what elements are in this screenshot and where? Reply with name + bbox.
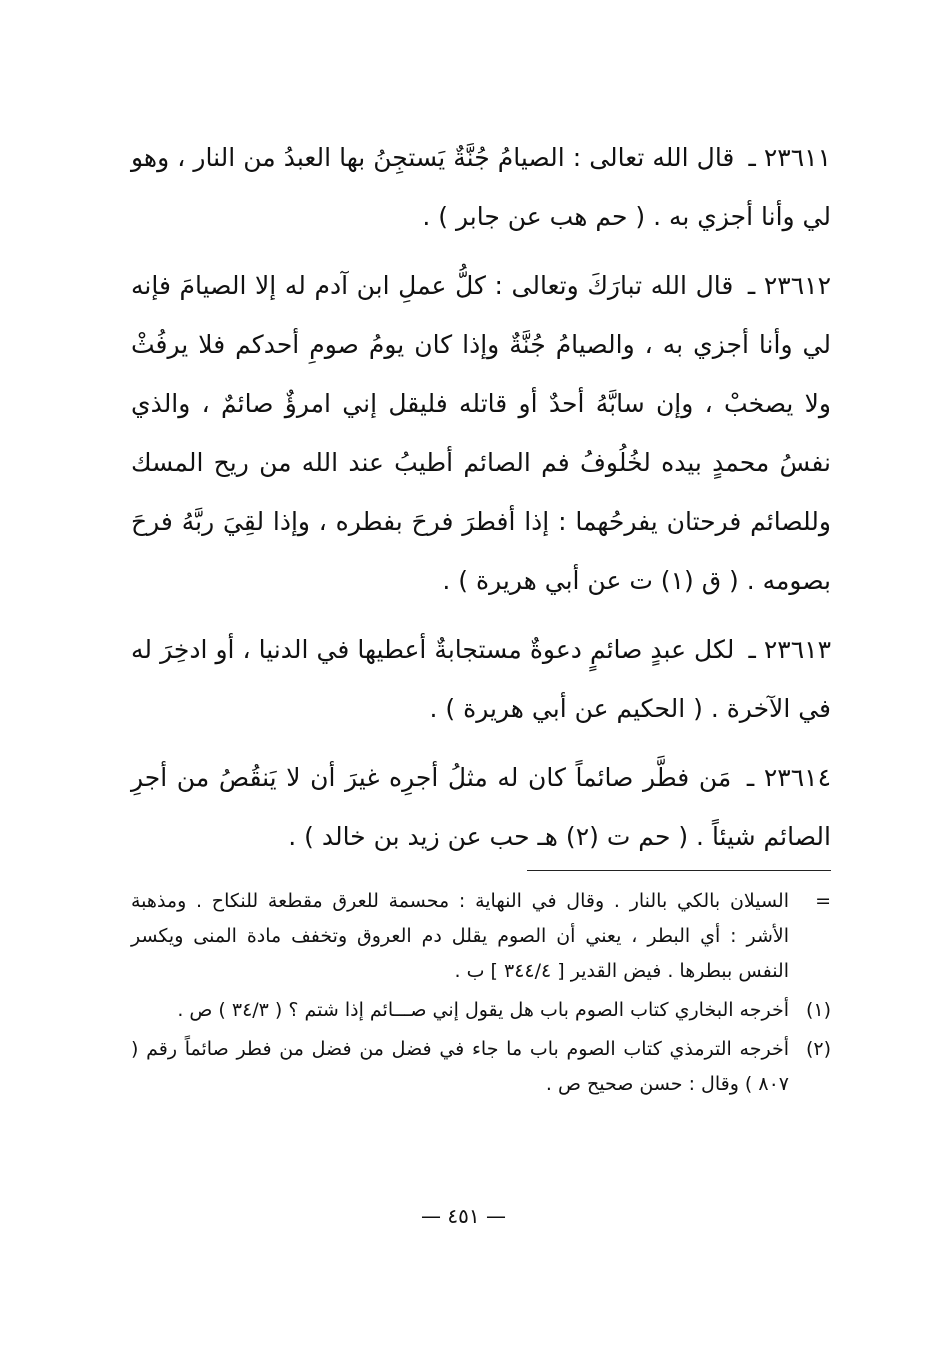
footnote-marker: (٢)	[805, 1038, 831, 1060]
hadith-number: ٢٣٦١٣ ـ	[748, 635, 831, 664]
footnote-item	[131, 993, 831, 1028]
footnote-divider	[527, 870, 831, 871]
hadith-entry	[131, 620, 831, 738]
footnote-text: السيلان بالكي بالنار . وقال في النهاية : محسمة للعرق مقطعة للنكاح . ومذهبة الأشر : أي البطر ، يعني أن الصوم يقلل دم العروق وتخفف مادة المنى ويكسر النفس ببطرها . فيض القدير [ ٣٤٤/٤ ] ب .	[131, 890, 789, 982]
hadith-entry	[131, 256, 831, 610]
footnote-item	[131, 1032, 831, 1102]
footnote-item	[131, 884, 831, 989]
hadith-text: قال الله تبارَكَ وتعالى : كلُّ عملِ ابن آدم له إلا الصيامَ فإنه لي وأنا أجزي به ، والصيامُ جُنَّةٌ وإذا كان يومُ صومِ أحدكم فلا يرفُثْ ولا يصخبْ ، وإن سابَّهُ أحدٌ أو قاتله فليقل إني امرؤٌ صائمٌ ، والذي نفسُ محمدٍ بيده لخُلُوفُ فم الصائم أطيبُ عند الله من ريح المسك وللصائم فرحتان يفرحُهما : إذا أفطرَ فرحَ بفطره ، وإذا لقِيَ ربَّهُ فرحَ بصومه . ( ق (١) ت عن أبي هريرة ) .	[131, 271, 831, 595]
hadith-text: لكل عبدٍ صائمٍ دعوةٌ مستجابةٌ أعطيها في الدنيا ، أو ادخِرَ له في الآخرة . ( الحكيم عن أبي هريرة ) .	[131, 635, 831, 723]
footnotes	[131, 884, 831, 1106]
footnote-text: أخرجه الترمذي كتاب الصوم باب ما جاء في فضل من فضل من فطر صائماً رقم ( ٨٠٧ ) وقال : حسن صحيح ص .	[131, 1038, 789, 1095]
footnote-marker: =	[815, 890, 831, 912]
hadith-number: ٢٣٦١٤ ـ	[746, 763, 831, 792]
hadith-entry	[131, 128, 831, 246]
hadith-text: مَن فطَّر صائماً كان له مثلُ أجرِه غيرَ أن لا يَنقُصُ من أجرِ الصائم شيئاً . ( حم ت (٢) هـ حب عن زيد بن خالد ) .	[131, 763, 831, 851]
hadith-number: ٢٣٦١١ ـ	[748, 143, 831, 172]
footnote-text: أخرجه البخاري كتاب الصوم باب هل يقول إني صـــائم إذا شتم ؟ ( ٣٤/٣ ) ص .	[177, 999, 789, 1021]
footnote-marker: (١)	[805, 999, 831, 1021]
hadith-entry	[131, 748, 831, 866]
page-number: — ٤٥١ —	[421, 1204, 506, 1228]
hadith-number: ٢٣٦١٢ ـ	[747, 271, 831, 300]
hadith-list	[131, 128, 831, 876]
hadith-text: قال الله تعالى : الصيامُ جُنَّةٌ يَستجِنُ بها العبدُ من النار ، وهو لي وأنا أجزي به . ( حم هب عن جابر ) .	[131, 143, 831, 231]
